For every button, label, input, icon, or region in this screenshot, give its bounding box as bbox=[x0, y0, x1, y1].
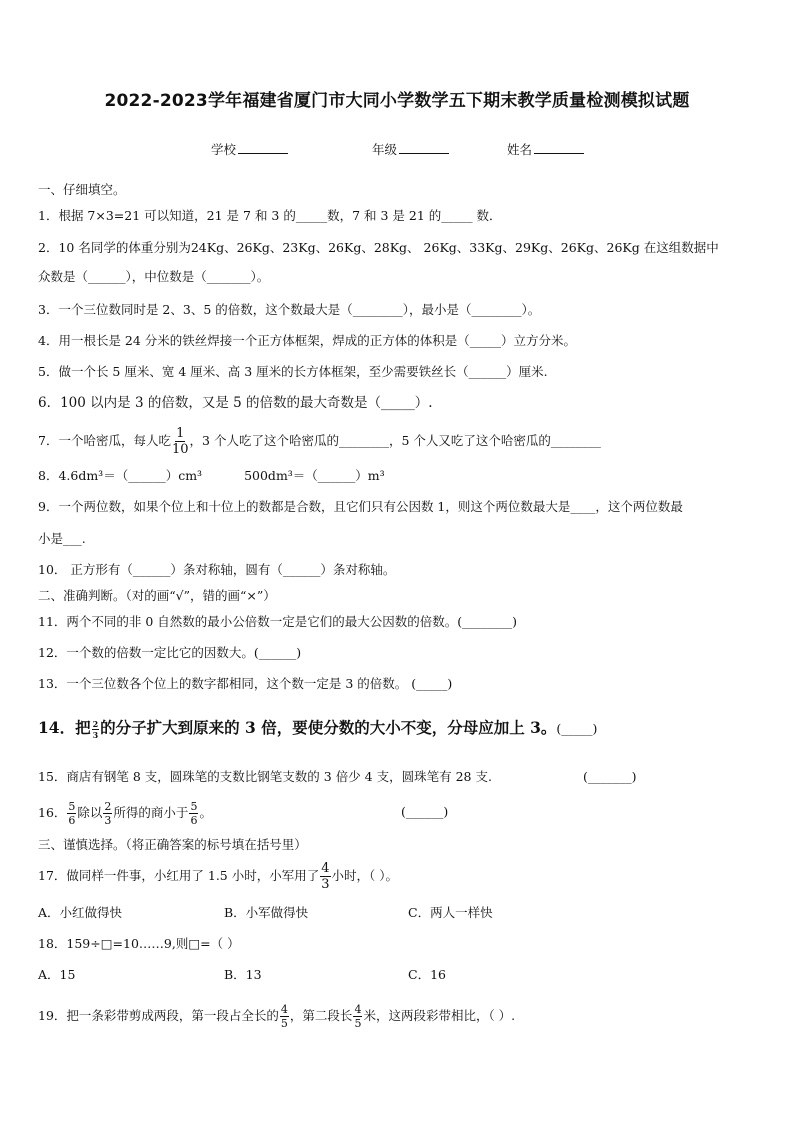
grade-label: 年级 bbox=[372, 142, 398, 157]
section-heading-2: 二、准确判断。（对的画“√”，错的画“×”） bbox=[38, 588, 276, 603]
section-heading-1: 一、仔细填空。 bbox=[38, 182, 126, 197]
fraction-four-thirds: $\frac{4}{3}$ bbox=[321, 861, 330, 892]
question-7-post: ，3 个人吃了这个哈密瓜的________，5 个人又吃了这个哈密瓜的________ bbox=[189, 433, 601, 448]
question-12: 12．一个数的倍数一定比它的因数大。(______) bbox=[38, 645, 302, 660]
question-9-line-1: 9．一个两位数，如果个位上和十位上的数都是合数，且它们只有公因数 1，则这个两位数最大是____，这个两位数最 bbox=[38, 499, 683, 514]
fraction-four-fifths: $\frac{4}{5}$ bbox=[280, 1003, 288, 1030]
question-4: 4．用一根长是 24 分米的铁丝焊接一个正方体框架，焊成的正方体的体积是（_____）立方分米。 bbox=[38, 333, 577, 348]
question-15-text: 15．商店有钢笔 8 支，圆珠笔的支数比钢笔支数的 3 倍少 4 支，圆珠笔有 28 支. bbox=[38, 769, 492, 784]
question-15 bbox=[38, 769, 637, 785]
question-7 bbox=[38, 427, 601, 456]
section-heading-3: 三、谨慎选择。（将正确答案的标号填在括号里） bbox=[38, 837, 307, 852]
question-16-mid2: 所得的商小于 bbox=[113, 805, 189, 820]
question-9-line-2: 小是___. bbox=[38, 531, 86, 546]
question-17 bbox=[38, 862, 398, 891]
school-label: 学校 bbox=[211, 142, 237, 157]
option-c[interactable]: C．两人一样快 bbox=[408, 905, 493, 920]
question-16-pre: 16． bbox=[38, 805, 67, 820]
option-b[interactable]: B．小军做得快 bbox=[224, 905, 309, 920]
option-a[interactable]: A．15 bbox=[38, 967, 76, 982]
fraction-two-thirds: $\frac{2}{3}$ bbox=[92, 719, 99, 740]
page-title: 2022-2023学年福建省厦门市大同小学数学五下期末教学质量检测模拟试题 bbox=[104, 91, 690, 111]
name-field bbox=[507, 140, 584, 158]
question-11: 11．两个不同的非 0 自然数的最小公倍数一定是它们的最大公因数的倍数。(________) bbox=[38, 614, 518, 629]
grade-field bbox=[372, 140, 449, 158]
name-label: 姓名 bbox=[507, 142, 533, 157]
question-2-line-2: 众数是（______），中位数是（_______）。 bbox=[38, 269, 270, 284]
question-10: 10． 正方形有（______）条对称轴，圆有（______）条对称轴。 bbox=[38, 562, 396, 577]
option-c[interactable]: C．16 bbox=[408, 967, 446, 982]
question-16-mid: 除以 bbox=[77, 805, 103, 820]
question-3: 3．一个三位数同时是 2、3、5 的倍数，这个数最大是（________），最小是（________）。 bbox=[38, 302, 541, 317]
question-6: 6．100 以内是 3 的倍数，又是 5 的倍数的最大奇数是（_____）. bbox=[38, 395, 433, 411]
question-8-part-a: 8．4.6dm³＝（______）cm³ bbox=[38, 468, 203, 483]
question-19-pre: 19．把一条彩带剪成两段，第一段占全长的 bbox=[38, 1008, 279, 1023]
question-15-answer[interactable]: (_______) bbox=[583, 769, 637, 784]
question-5: 5．做一个长 5 厘米、宽 4 厘米、高 3 厘米的长方体框架，至少需要铁丝长（______）厘米. bbox=[38, 364, 548, 379]
question-19-post: 米，这两段彩带相比，（ ）. bbox=[363, 1008, 516, 1023]
question-1: 1．根据 7×3=21 可以知道，21 是 7 和 3 的_____数，7 和 3 是 21 的_____ 数． bbox=[38, 208, 502, 223]
question-14-answer[interactable]: (_____) bbox=[556, 721, 598, 737]
fraction-four-fifths: $\frac{4}{5}$ bbox=[354, 1003, 362, 1030]
question-14 bbox=[38, 720, 597, 739]
question-19 bbox=[38, 1004, 515, 1029]
grade-blank[interactable] bbox=[399, 141, 449, 154]
fraction-one-tenth: $\frac{1}{10}$ bbox=[171, 426, 189, 457]
question-14-post: 的分子扩大到原来的 3 倍，要使分数的大小不变，分母应加上 3。 bbox=[100, 718, 557, 738]
fraction-five-sixths: $\frac{5}{6}$ bbox=[190, 800, 198, 827]
question-2-line-1: 2．10 名同学的体重分别为24Kg、26Kg、23Kg、26Kg、28Kg、 26Kg、33Kg、29Kg、26Kg、26Kg 在这组数据中 bbox=[38, 240, 719, 255]
question-16-post: 。 bbox=[199, 805, 212, 820]
question-16-answer[interactable]: (______) bbox=[401, 804, 449, 819]
question-13: 13．一个三位数各个位上的数字都相同，这个数一定是 3 的倍数。 (_____) bbox=[38, 676, 453, 691]
school-field bbox=[211, 140, 288, 158]
fraction-two-thirds: $\frac{2}{3}$ bbox=[104, 800, 112, 827]
question-18: 18．159÷□=10……9,则□=（ ） bbox=[38, 936, 240, 951]
question-8 bbox=[38, 468, 385, 484]
fraction-five-sixths: $\frac{5}{6}$ bbox=[68, 800, 76, 827]
school-blank[interactable] bbox=[238, 141, 288, 154]
name-blank[interactable] bbox=[534, 141, 584, 154]
question-14-pre: 14．把 bbox=[38, 718, 91, 738]
option-a[interactable]: A．小红做得快 bbox=[38, 905, 123, 920]
question-7-pre: 7．一个哈密瓜，每人吃 bbox=[38, 433, 171, 448]
question-17-pre: 17．做同样一件事，小红用了 1.5 小时，小军用了 bbox=[38, 868, 320, 883]
question-16 bbox=[38, 800, 449, 827]
option-b[interactable]: B．13 bbox=[224, 967, 262, 982]
question-8-part-b: 500dm³＝（______）m³ bbox=[244, 468, 385, 483]
question-17-post: 小时，（ ）。 bbox=[331, 868, 398, 883]
question-19-mid: ，第二段长 bbox=[289, 1008, 353, 1023]
